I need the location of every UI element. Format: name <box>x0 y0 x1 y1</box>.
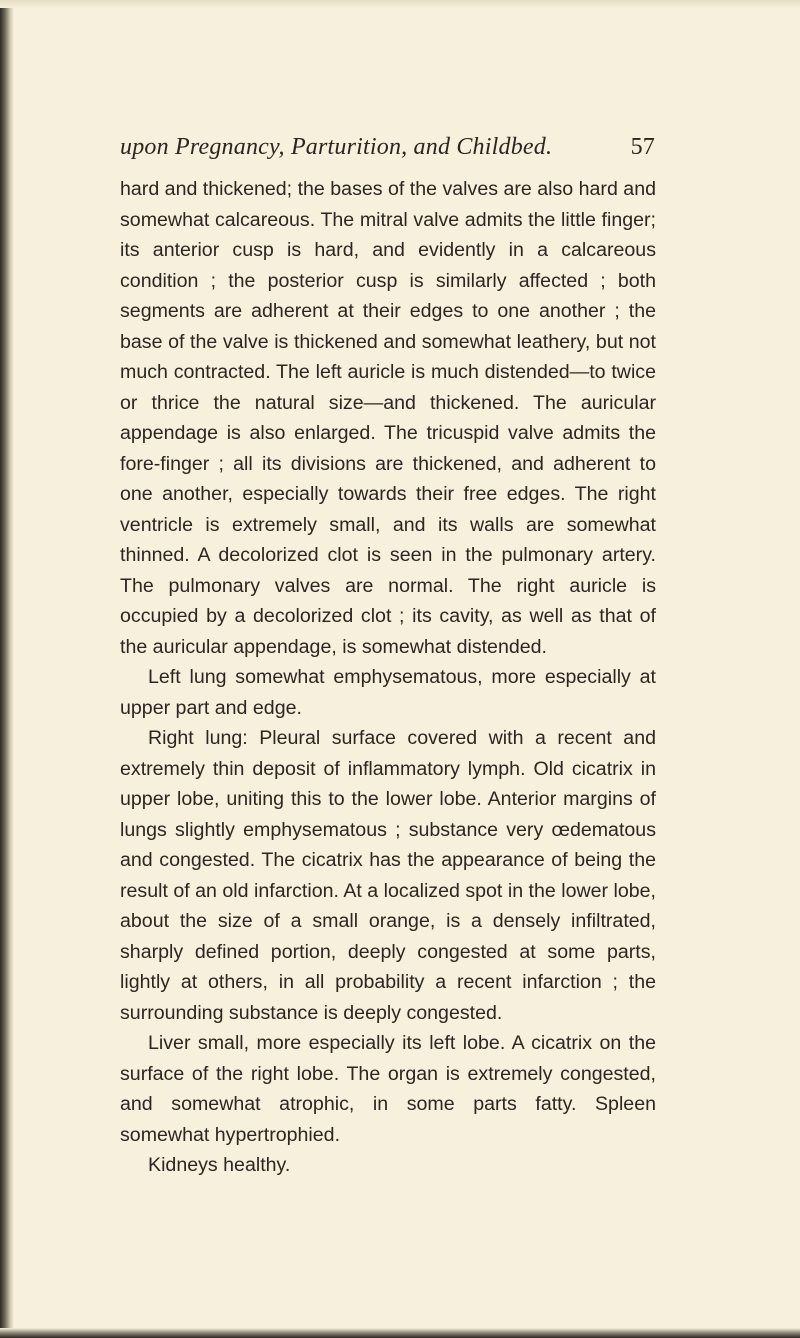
page-top-edge <box>0 0 800 8</box>
paragraph-liver: Liver small, more especially its left lobe. A cicatrix on the surface of the right lobe. The organ is extremely congested, and somewhat atrophic, in some parts fatty. Spleen somewhat hypertrophied. <box>120 1032 656 1146</box>
paragraph-heart-valves: hard and thickened; the bases of the valves are also hard and somewhat calcareous. The mitral valve admits the little finger; its anterior cusp is hard, and evidently in a calcareous condition ; the posterior cusp is similarly affected ; both segments are adherent at their edges to one another ; the base of the valve is thickened and somewhat leathery, but not much contracted. The left auricle is much distended—to twice or thrice the natural size—and thickened. The auricular appendage is also enlarged. The tricuspid valve admits the fore-finger ; all its divisions are thickened, and adherent to one another, especially towards their free edges. The right ventricle is extremely small, and its walls are somewhat thinned. A decolorized clot is seen in the pulmonary artery. The pulmonary valves are normal. The right auricle is occupied by a decolorized clot ; its cavity, as well as that of the auricular appendage, is somewhat distended. <box>120 178 656 658</box>
page-body <box>120 174 656 1181</box>
paragraph-kidneys: Kidneys healthy. <box>148 1154 291 1176</box>
page-number: 57 <box>630 134 655 160</box>
running-header <box>120 134 655 168</box>
book-spine-shadow <box>0 0 14 1338</box>
running-title: upon Pregnancy, Parturition, and Childbed. <box>120 134 553 160</box>
paragraph-right-lung: Right lung: Pleural surface covered with a recent and extremely thin deposit of inflammatory lymph. Old cicatrix in upper lobe, uniting this to the lower lobe. Anterior margins of lungs slightly emphysematous ; substance very œdematous and congested. The cicatrix has the appearance of being the result of an old infarction. At a localized spot in the lower lobe, about the size of a small orange, is a densely infiltrated, sharply defined portion, deeply congested at some parts, lightly at others, in all probability a recent infarction ; the surrounding substance is deeply congested. <box>120 727 656 1024</box>
paragraph-left-lung: Left lung somewhat emphysematous, more especially at upper part and edge. <box>120 666 656 719</box>
page-bottom-edge <box>0 1328 800 1338</box>
